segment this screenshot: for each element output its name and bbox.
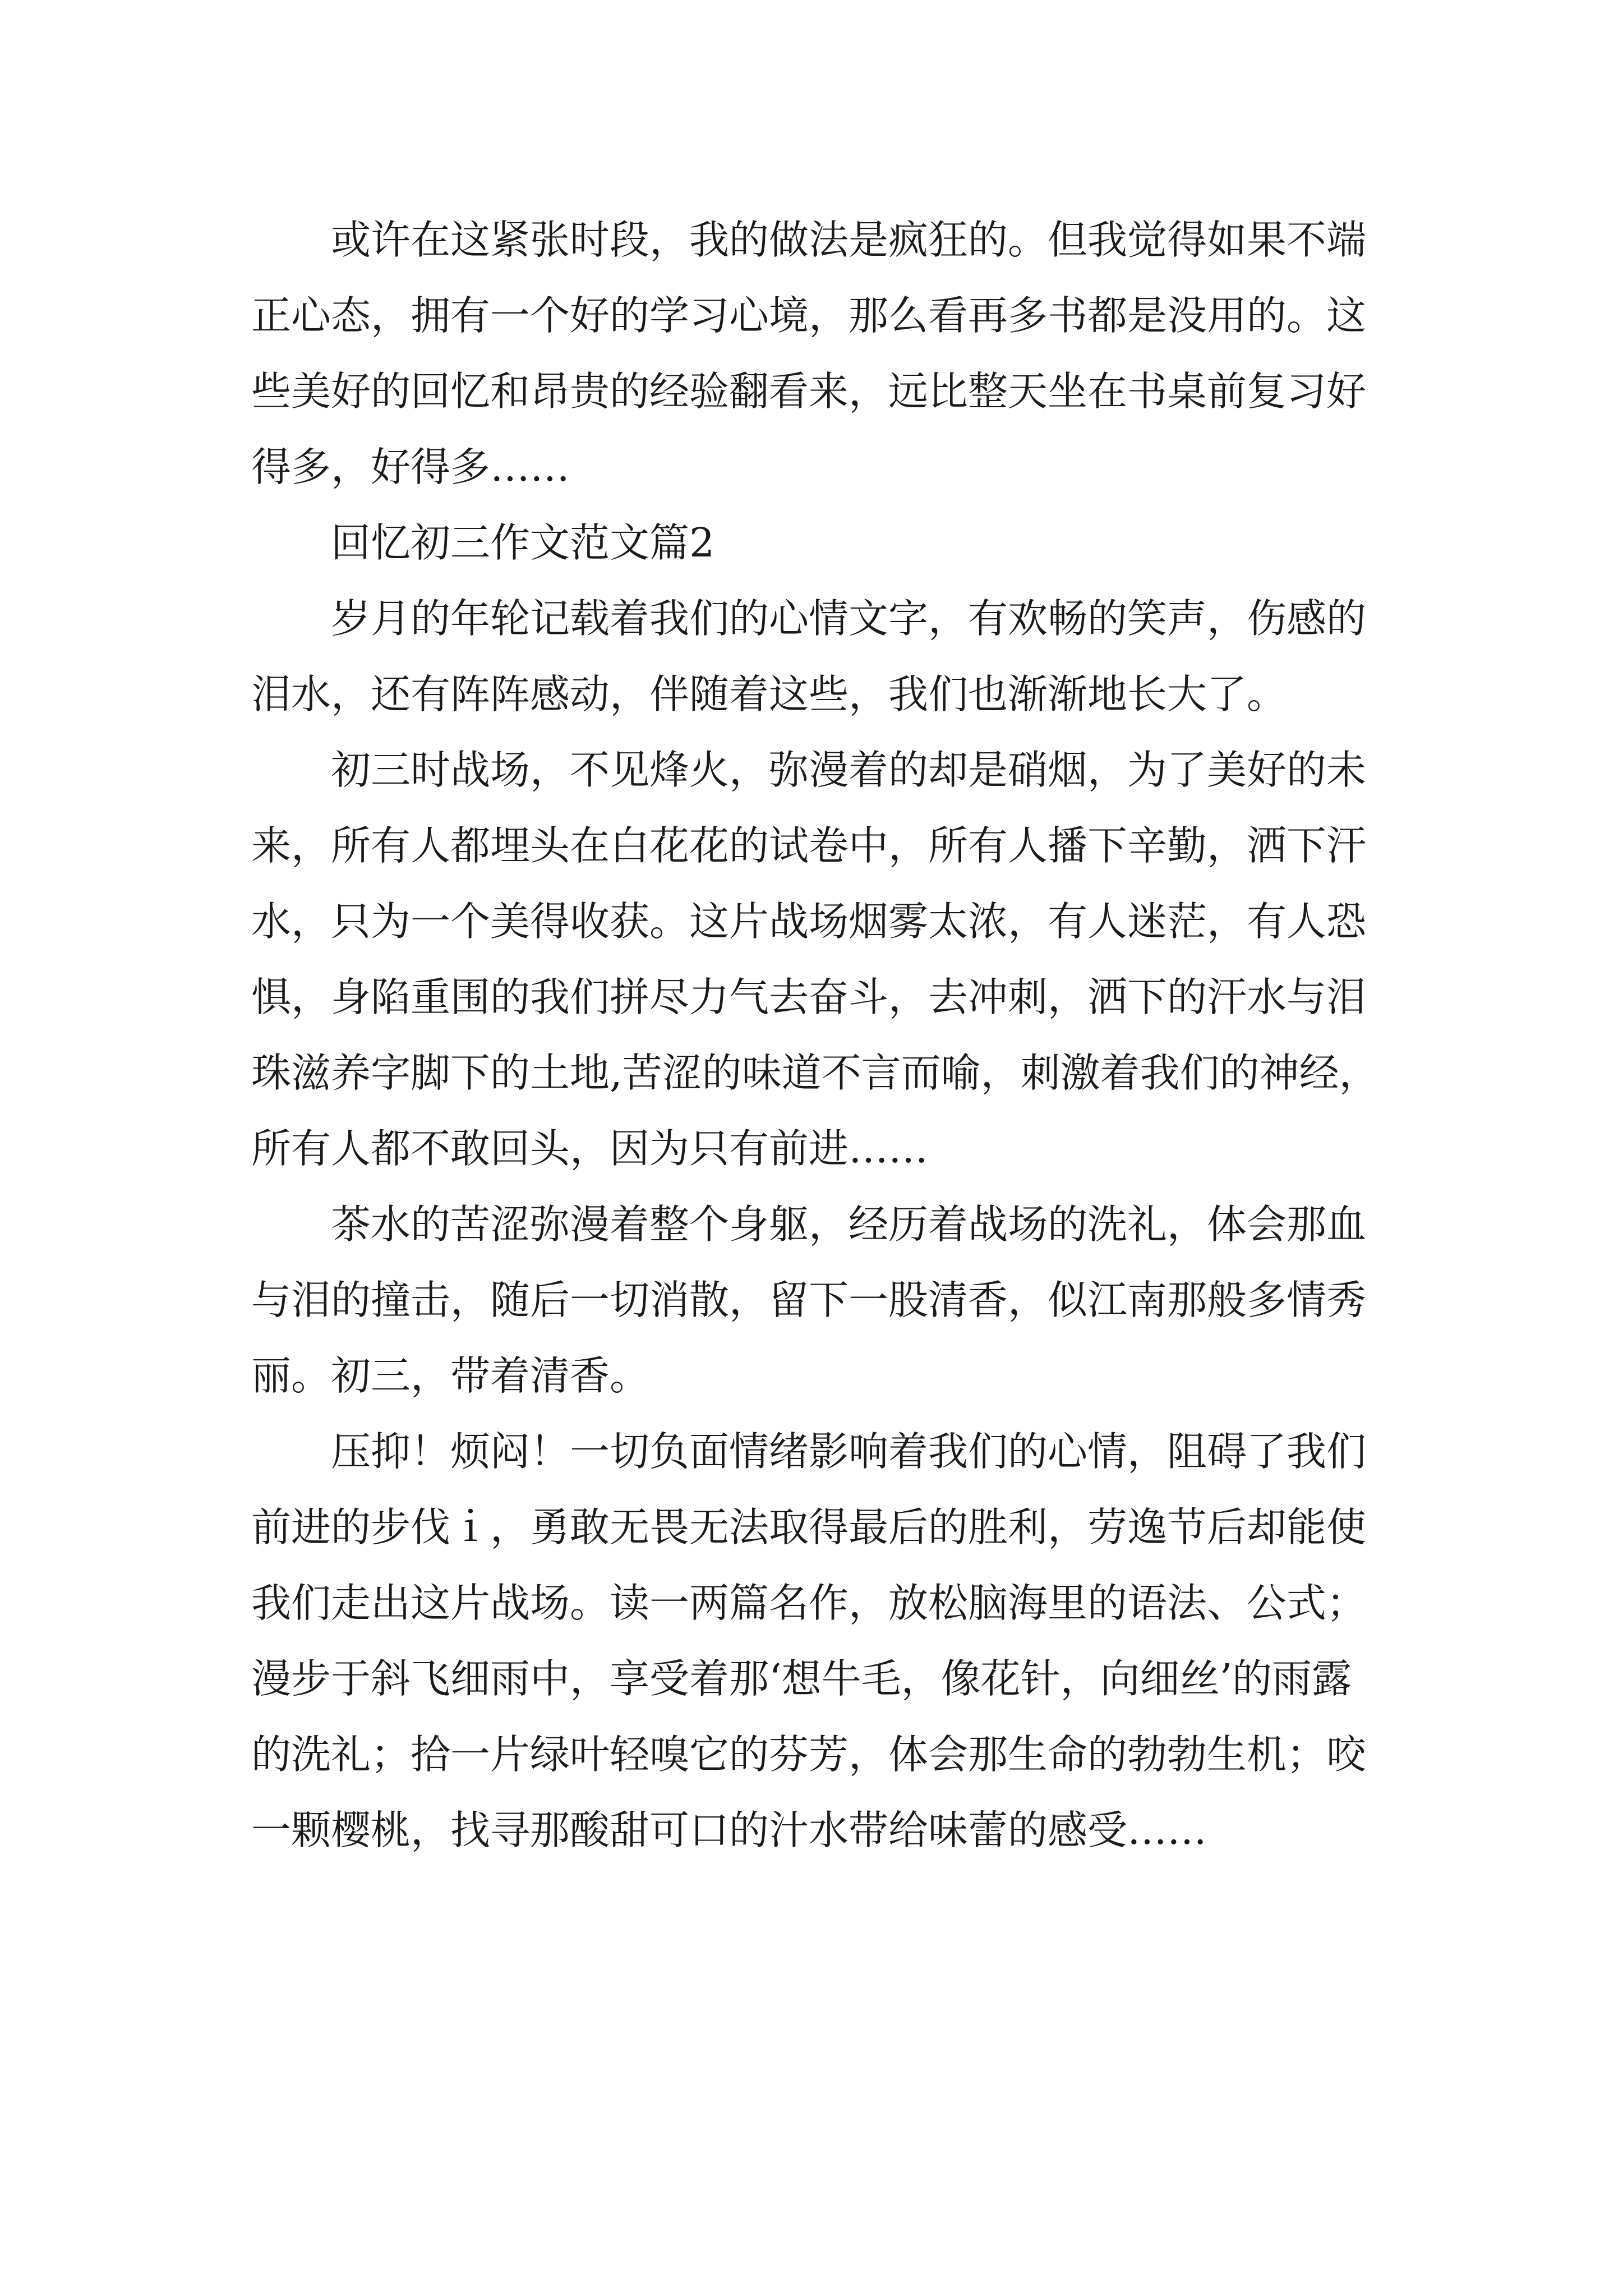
paragraph-intro-ending: 或许在这紧张时段，我的做法是疯狂的。但我觉得如果不端正心态，拥有一个好的学习心境，那么看再多书都是没用的。这些美好的回忆和昂贵的经验翻看来，远比整天坐在书桌前复习好得多，好得多…… — [251, 217, 1367, 490]
paragraph-battlefield: 初三时战场，不见烽火，弥漫着的却是硝烟，为了美好的未来，所有人都埋头在白花花的试卷中，所有人播下辛勤，洒下汗水，只为一个美得收获。这片战场烟雾太浓，有人迷茫，有人恐惧，身陷重围的我们拼尽力气去奋斗，去冲刺，洒下的汗水与泪珠滋养字脚下的土地,苦涩的味道不言而喻，刺激着我们的神经，所有人都不敢回头，因为只有前进…… — [251, 747, 1379, 1172]
article-body — [251, 202, 1384, 1868]
paragraph-tea: 茶水的苦涩弥漫着整个身躯，经历着战场的洗礼，体会那血与泪的撞击，随后一切消散，留下一股清香，似江南那般多情秀丽。初三，带着清香。 — [251, 1201, 1367, 1399]
section-heading: 回忆初三作文范文篇2 — [331, 519, 715, 566]
paragraph-relief: 压抑！烦闷！一切负面情绪影响着我们的心情，阻碍了我们前进的步伐ｉ，勇敢无畏无法取得最后的胜利，劳逸节后却能使我们走出这片战场。读一两篇名作，放松脑海里的语法、公式；漫步于斜飞细雨中，享受着那‘想牛毛，像花针，向细丝’的雨露的洗礼；拾一片绿叶轻嗅它的芬芳，体会那生命的勃勃生机；咬一颗樱桃，找寻那酸甜可口的汁水带给味蕾的感受…… — [251, 1428, 1367, 1853]
paragraph-years: 岁月的年轮记载着我们的心情文字，有欢畅的笑声，伤感的泪水，还有阵阵感动，伴随着这些，我们也渐渐地长大了。 — [251, 595, 1367, 717]
